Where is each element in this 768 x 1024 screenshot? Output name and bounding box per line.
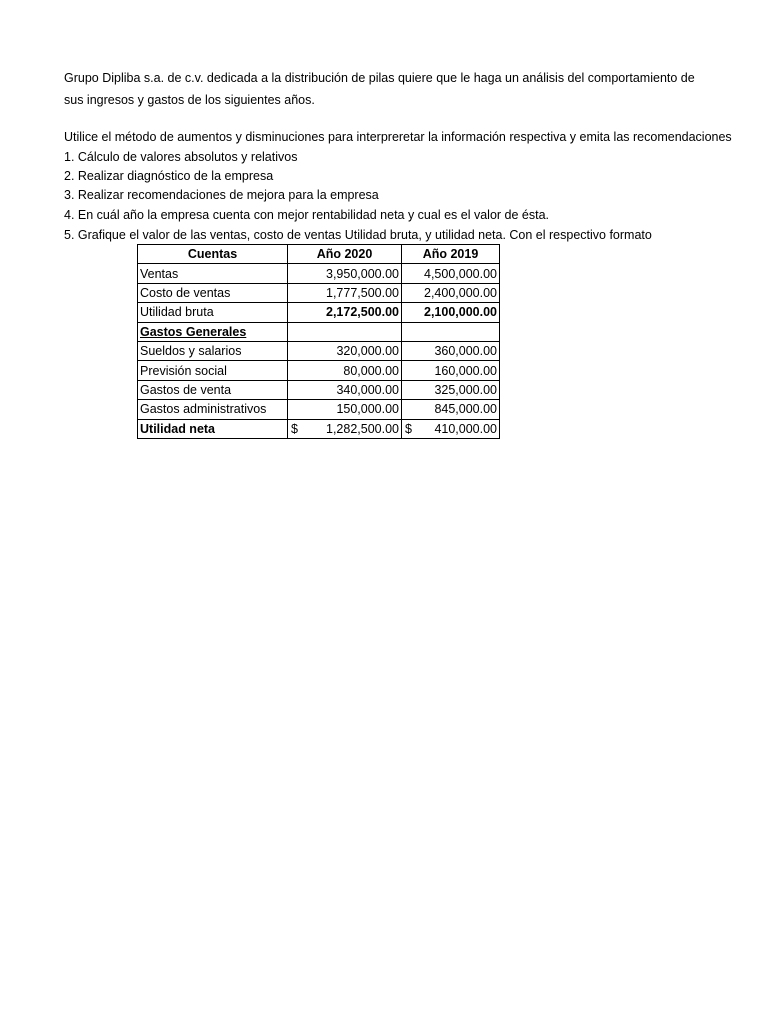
- table-row: [138, 380, 500, 399]
- cell-costo-de-ventas-2019[interactable]: 2,400,000.00: [402, 283, 500, 302]
- cell-gastos-de-venta-2020[interactable]: 340,000.00: [288, 380, 402, 399]
- header-ano-2019[interactable]: Año 2019: [402, 245, 500, 264]
- cell-utilidad-bruta-2020[interactable]: 2,172,500.00: [288, 303, 402, 322]
- cell-prevision-social-2020[interactable]: 80,000.00: [288, 361, 402, 380]
- cell-utilidad-neta-2019[interactable]: [402, 419, 500, 438]
- cell-ventas-2020[interactable]: 3,950,000.00: [288, 264, 402, 283]
- table-row: [138, 341, 500, 360]
- table-row: [138, 264, 500, 283]
- row-label-prevision-social[interactable]: Previsión social: [138, 361, 288, 380]
- cell-gastos-administrativos-2020[interactable]: 150,000.00: [288, 400, 402, 419]
- cell-gastos-generales-2019[interactable]: [402, 322, 500, 341]
- cell-costo-de-ventas-2020[interactable]: 1,777,500.00: [288, 283, 402, 302]
- row-label-sueldos-y-salarios[interactable]: Sueldos y salarios: [138, 341, 288, 360]
- table-row: [138, 361, 500, 380]
- task-item-1: 1. Cálculo de valores absolutos y relativos: [64, 150, 298, 164]
- financial-table: [137, 244, 500, 439]
- currency-symbol: $: [405, 421, 412, 436]
- currency-symbol: $: [291, 421, 298, 436]
- cell-utilidad-bruta-2019[interactable]: 2,100,000.00: [402, 303, 500, 322]
- task-item-2: 2. Realizar diagnóstico de la empresa: [64, 169, 274, 183]
- cell-value: 1,282,500.00: [326, 421, 399, 436]
- intro-line-3: Utilice el método de aumentos y disminuciones para interpreretar la información respectiva y emita las recomendaciones: [64, 130, 732, 144]
- table-row: [138, 400, 500, 419]
- intro-line-2: sus ingresos y gastos de los siguientes años.: [64, 93, 315, 107]
- table-row: [138, 303, 500, 322]
- row-label-costo-de-ventas[interactable]: Costo de ventas: [138, 283, 288, 302]
- cell-gastos-generales-2020[interactable]: [288, 322, 402, 341]
- cell-ventas-2019[interactable]: 4,500,000.00: [402, 264, 500, 283]
- task-item-3: 3. Realizar recomendaciones de mejora para la empresa: [64, 188, 379, 202]
- row-label-ventas[interactable]: Ventas: [138, 264, 288, 283]
- task-item-5: 5. Grafique el valor de las ventas, costo de ventas Utilidad bruta, y utilidad neta. Con el respectivo formato: [64, 228, 652, 242]
- header-ano-2020[interactable]: Año 2020: [288, 245, 402, 264]
- cell-sueldos-y-salarios-2019[interactable]: 360,000.00: [402, 341, 500, 360]
- task-item-4: 4. En cuál año la empresa cuenta con mejor rentabilidad neta y cual es el valor de ésta.: [64, 208, 550, 222]
- intro-line-1: Grupo Dipliba s.a. de c.v. dedicada a la distribución de pilas quiere que le haga un análisis del comportamiento de: [64, 71, 695, 85]
- cell-sueldos-y-salarios-2020[interactable]: 320,000.00: [288, 341, 402, 360]
- table-row: [138, 419, 500, 438]
- row-label-gastos-generales[interactable]: Gastos Generales: [138, 322, 288, 341]
- header-cuentas[interactable]: Cuentas: [138, 245, 288, 264]
- cell-gastos-de-venta-2019[interactable]: 325,000.00: [402, 380, 500, 399]
- cell-gastos-administrativos-2019[interactable]: 845,000.00: [402, 400, 500, 419]
- table-header-row: [138, 245, 500, 264]
- row-label-gastos-de-venta[interactable]: Gastos de venta: [138, 380, 288, 399]
- cell-value: 410,000.00: [434, 421, 497, 436]
- row-label-utilidad-bruta[interactable]: Utilidad bruta: [138, 303, 288, 322]
- row-label-gastos-administrativos[interactable]: Gastos administrativos: [138, 400, 288, 419]
- table-row: [138, 322, 500, 341]
- table-row: [138, 283, 500, 302]
- row-label-utilidad-neta[interactable]: Utilidad neta: [138, 419, 288, 438]
- cell-utilidad-neta-2020[interactable]: [288, 419, 402, 438]
- cell-prevision-social-2019[interactable]: 160,000.00: [402, 361, 500, 380]
